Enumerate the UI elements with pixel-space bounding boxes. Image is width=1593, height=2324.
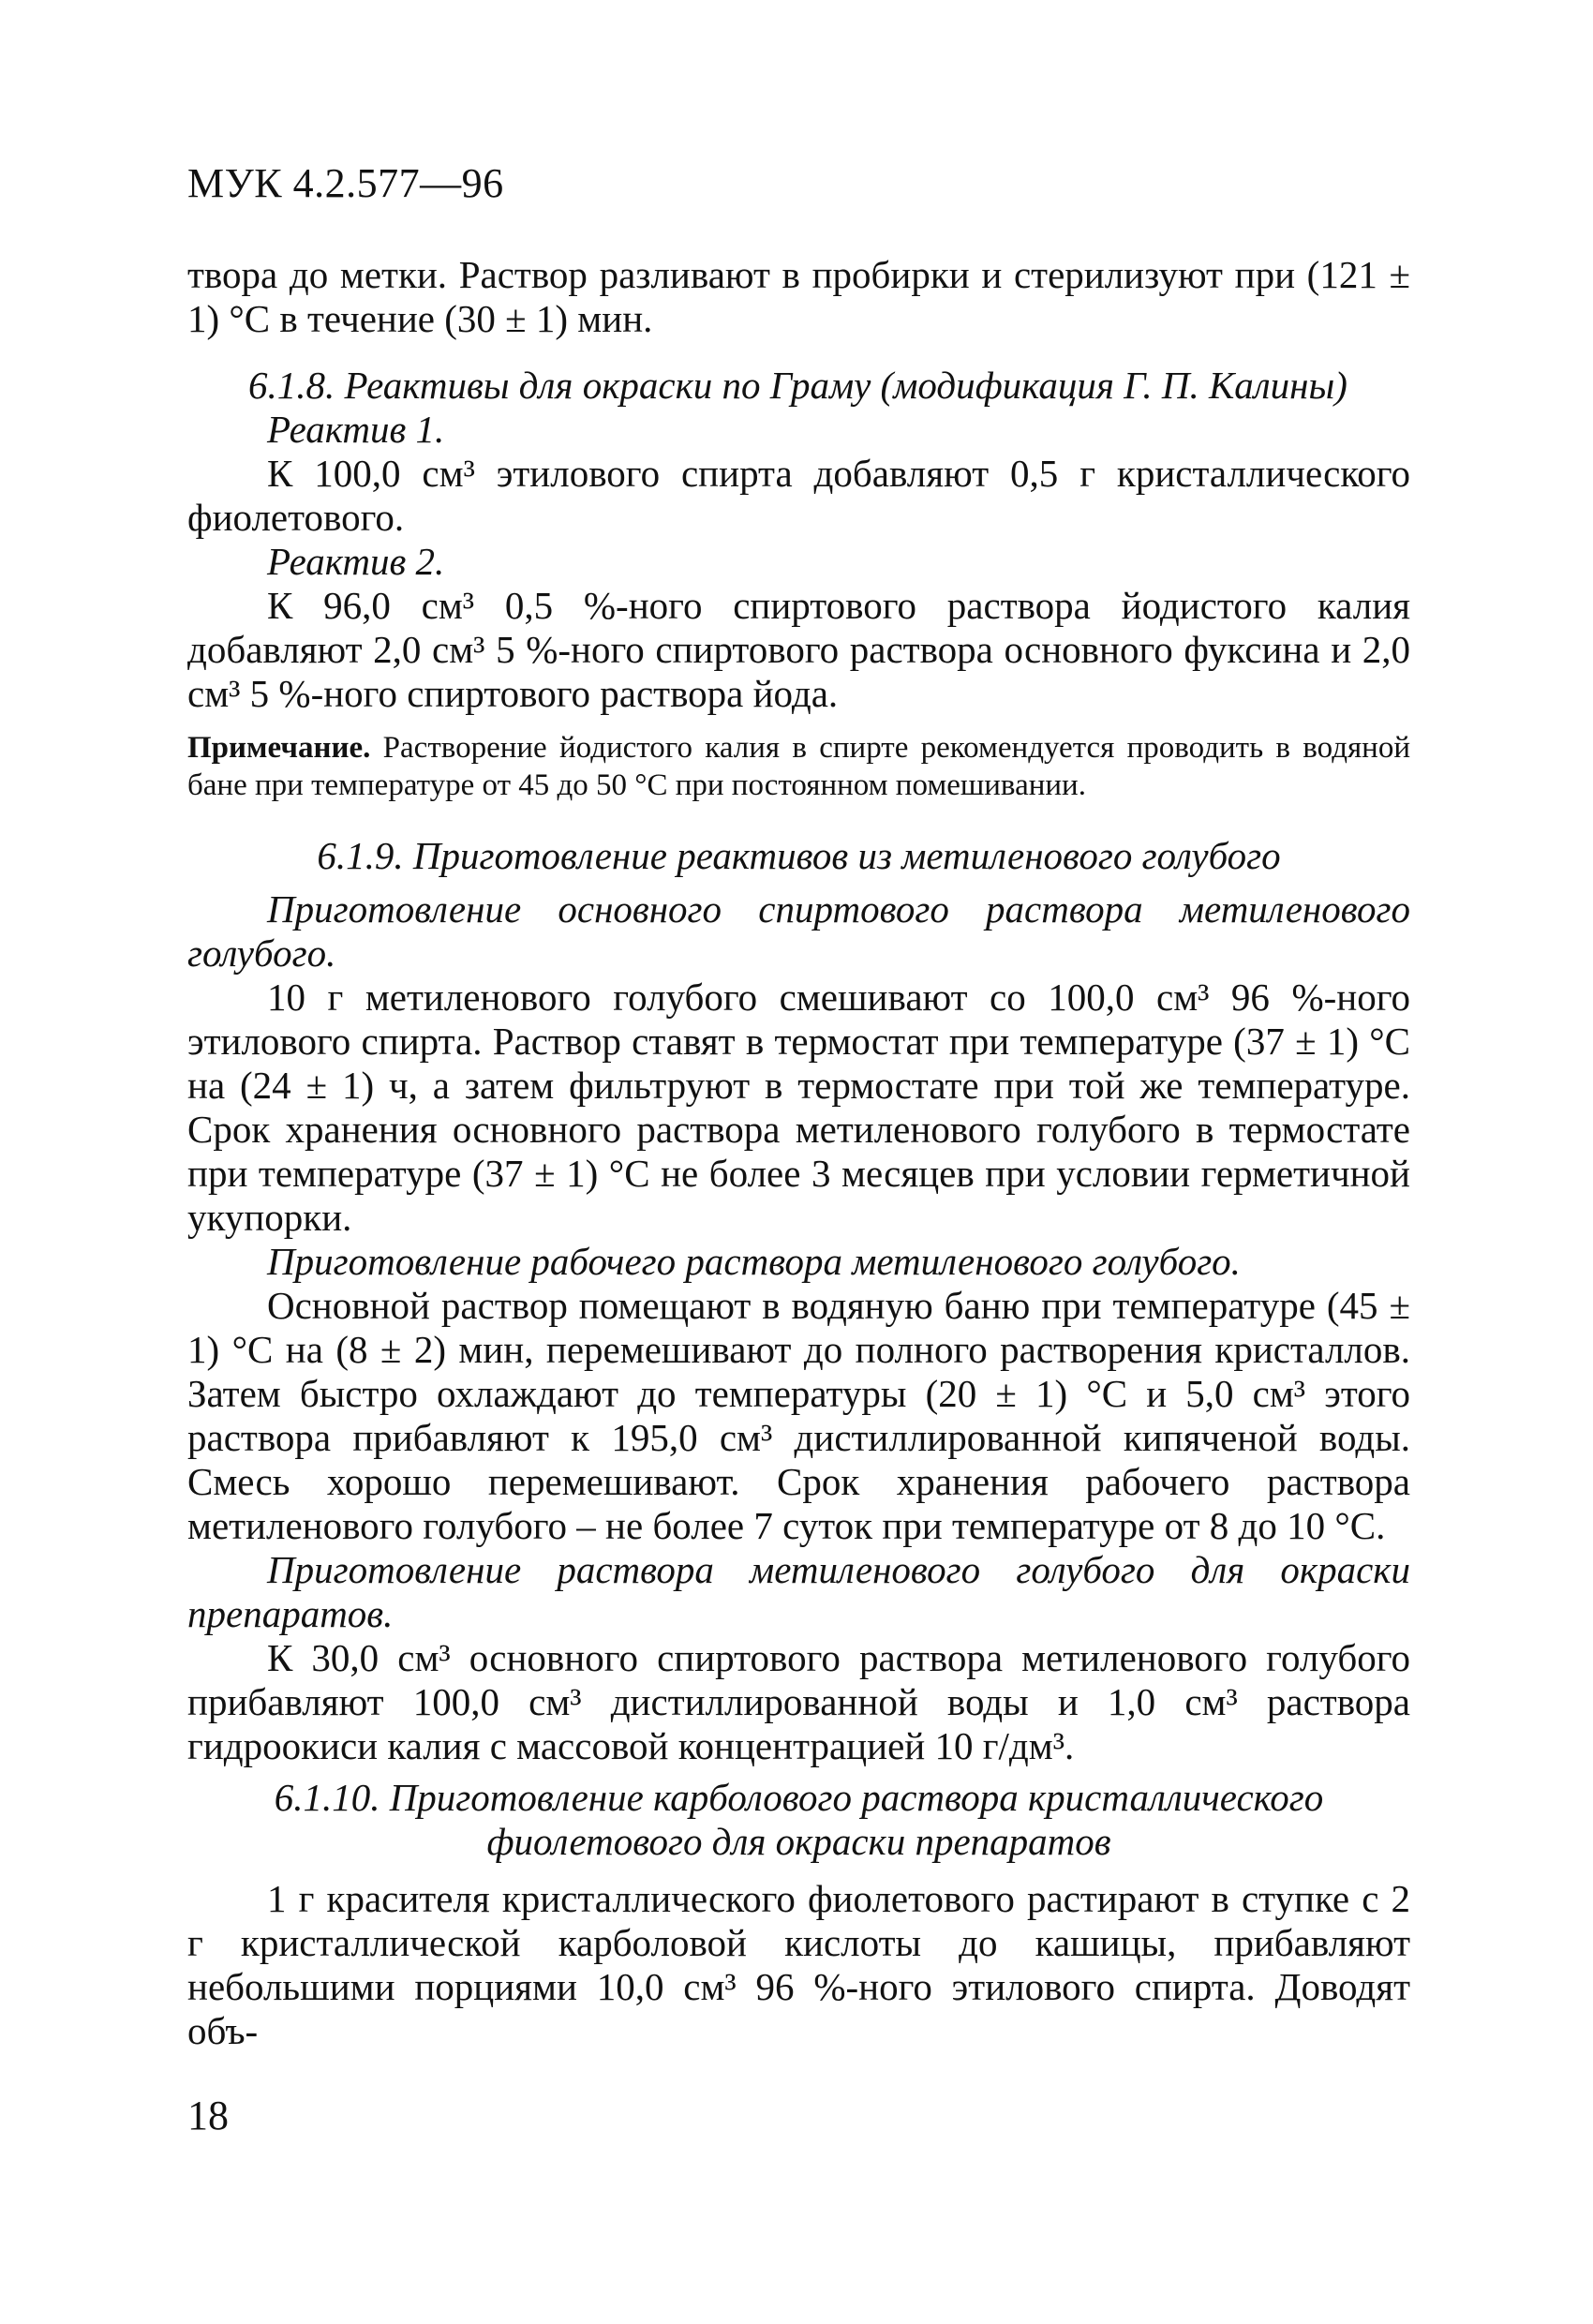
paragraph-text: К 96,0 см³ 0,5 %-ного спиртового раствора йодистого калия добавляют 2,0 см³ 5 %-ного спиртового раствора основного фуксина и 2,0 см³ 5 %-ного спиртового раствора йода. — [187, 584, 1410, 715]
paragraph-text: твора до метки. Раствор разливают в пробирки и стерилизуют при (121 ± 1) °С в течение (30 ± 1) мин. — [187, 253, 1410, 340]
section-6-1-10 — [187, 1776, 1410, 2053]
section-6-1-9 — [187, 834, 1410, 1768]
section-heading: 6.1.8. Реактивы для окраски по Граму (модификация Г. П. Калины) — [248, 364, 1347, 407]
paragraph-text: Основной раствор помещают в водяную баню при температуре (45 ± 1) °С на (8 ± 2) мин, перемешивают до полного растворения кристаллов. Затем быстро охлаждают до температуры (20 ± 1) °С и 5,0 см³ этого раствора прибавляют к 195,0 см³ дистиллированной кипяченой воды. Смесь хорошо перемешивают. Срок хранения рабочего раствора метиленового голубого – не более 7 суток при температуре от 8 до 10 °С. — [187, 1284, 1410, 1547]
paragraph-continuation — [187, 253, 1410, 341]
section-heading-line-2: фиолетового для окраски препаратов — [486, 1820, 1111, 1863]
subheading: Приготовление рабочего раствора метиленового голубого. — [267, 1240, 1241, 1283]
note-text: Растворение йодистого калия в спирте рекомендуется проводить в водяной бане при температуре от 45 до 50 °С при постоянном помешивании. — [187, 731, 1410, 802]
subheading-reagent-1: Реактив 1. — [267, 408, 445, 451]
note-block — [187, 729, 1410, 804]
paragraph-text: К 30,0 см³ основного спиртового раствора метиленового голубого прибавляют 100,0 см³ дистиллированной воды и 1,0 см³ раствора гидроокиси калия с массовой концентрацией 10 г/дм³. — [187, 1636, 1410, 1767]
paragraph-text: 10 г метиленового голубого смешивают со 100,0 см³ 96 %-ного этилового спирта. Раствор ставят в термостат при температуре (37 ± 1) °С на (24 ± 1) ч, а затем фильтруют в термостате при той же температуре. Срок хранения основного раствора метиленового голубого в термостате при температуре (37 ± 1) °С не более 3 месяцев при условии герметичной укупорки. — [187, 976, 1410, 1239]
subheading: Приготовление раствора метиленового голубого для окраски препаратов. — [187, 1548, 1410, 1635]
page-number: 18 — [187, 2093, 229, 2138]
note-label: Примечание. — [187, 731, 371, 765]
subheading: Приготовление основного спиртового раствора метиленового голубого. — [187, 887, 1410, 975]
section-6-1-8 — [187, 364, 1410, 716]
paragraph-text: 1 г красителя кристаллического фиолетового растирают в ступке с 2 г кристаллической карболовой кислоты до кашицы, прибавляют небольшими порциями 10,0 см³ 96 %-ного этилового спирта. Доводят объ- — [187, 1877, 1410, 2052]
subheading-reagent-2: Реактив 2. — [267, 540, 445, 583]
section-heading-line-1: 6.1.10. Приготовление карболового раствора кристаллического — [274, 1776, 1324, 1819]
paragraph-text: К 100,0 см³ этилового спирта добавляют 0,5 г кристаллического фиолетового. — [187, 452, 1410, 539]
section-heading: 6.1.9. Приготовление реактивов из метиленового голубого — [317, 834, 1281, 877]
document-code-header: МУК 4.2.577—96 — [187, 160, 504, 206]
